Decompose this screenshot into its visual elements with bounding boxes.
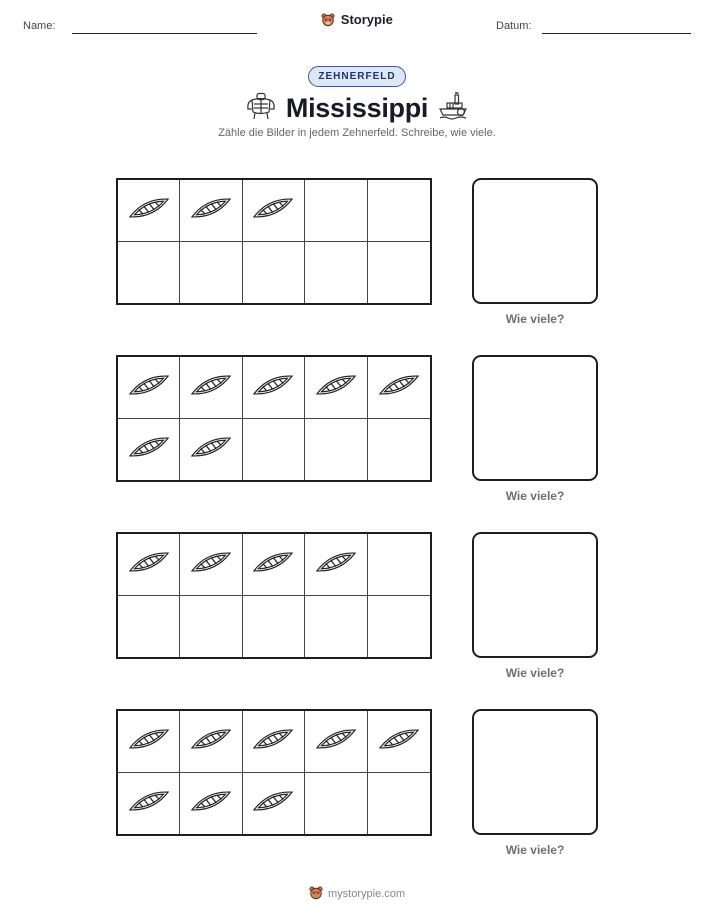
ten-frame xyxy=(116,532,432,659)
ten-frame-cell xyxy=(368,242,430,304)
canoe-icon xyxy=(249,544,297,585)
ten-frame-cell xyxy=(368,180,430,242)
answer-box[interactable] xyxy=(472,532,598,658)
ten-frame-cell xyxy=(243,180,305,242)
brand-name: Storypie xyxy=(340,12,393,27)
bear-mascot-icon xyxy=(321,13,335,30)
canoe-icon xyxy=(187,429,235,470)
canoe-icon xyxy=(125,721,173,762)
canoe-icon xyxy=(125,783,173,824)
canoe-icon xyxy=(375,721,423,762)
ten-frame-cell xyxy=(305,419,367,481)
ten-frame-cell xyxy=(368,596,430,658)
canoe-icon xyxy=(125,544,173,585)
ten-frame-cell xyxy=(243,711,305,773)
ten-frame-cell xyxy=(305,773,367,835)
ten-frame-cell xyxy=(243,596,305,658)
ten-frame-cell xyxy=(180,534,242,596)
ten-frame-cell xyxy=(305,357,367,419)
ten-frame-cell xyxy=(243,242,305,304)
steamboat-icon xyxy=(438,92,468,125)
ten-frame-cell xyxy=(368,357,430,419)
ten-frame-cell xyxy=(180,711,242,773)
ten-frame-cell xyxy=(118,357,180,419)
canoe-icon xyxy=(249,783,297,824)
badge-wrap xyxy=(0,66,714,87)
ten-frame xyxy=(116,709,432,836)
canoe-icon xyxy=(312,367,360,408)
answer-box[interactable] xyxy=(472,355,598,481)
canoe-icon xyxy=(125,190,173,231)
footer-bear-icon xyxy=(309,886,323,903)
ten-frame-cell xyxy=(368,711,430,773)
ten-frame-cell xyxy=(243,419,305,481)
ten-frame-cell xyxy=(118,180,180,242)
date-line[interactable] xyxy=(542,33,691,34)
ten-frame-cell xyxy=(305,711,367,773)
ten-frame-cell xyxy=(368,773,430,835)
how-many-label: Wie viele? xyxy=(505,312,565,326)
ten-frame xyxy=(116,355,432,482)
worksheet-type-badge: ZEHNERFELD xyxy=(308,66,405,87)
how-many-label: Wie viele? xyxy=(505,489,565,503)
ten-frame-cell xyxy=(243,773,305,835)
ten-frame-cell xyxy=(243,534,305,596)
how-many-label: Wie viele? xyxy=(505,843,565,857)
ten-frame-cell xyxy=(118,242,180,304)
ten-frame xyxy=(116,178,432,305)
canoe-icon xyxy=(312,544,360,585)
canoe-icon xyxy=(187,783,235,824)
brand-logo xyxy=(0,12,714,30)
date-label: Datum: xyxy=(496,20,532,32)
ten-frame-cell xyxy=(305,180,367,242)
how-many-label: Wie viele? xyxy=(505,666,565,680)
ten-frame-cell xyxy=(180,773,242,835)
canoe-icon xyxy=(312,721,360,762)
title-row xyxy=(0,90,714,126)
instructions: Zähle die Bilder in jedem Zehnerfeld. Schreibe, wie viele. xyxy=(218,127,496,139)
footer-url[interactable]: mystorypie.com xyxy=(328,888,406,900)
canoe-icon xyxy=(187,544,235,585)
ten-frame-cell xyxy=(180,596,242,658)
ten-frame-cell xyxy=(180,242,242,304)
armor-icon xyxy=(246,92,276,125)
name-label: Name: xyxy=(23,20,56,32)
canoe-icon xyxy=(187,367,235,408)
name-line[interactable] xyxy=(72,33,257,34)
ten-frame-cell xyxy=(368,419,430,481)
ten-frame-cell xyxy=(118,711,180,773)
ten-frame-cell xyxy=(305,534,367,596)
ten-frame-cell xyxy=(305,242,367,304)
canoe-icon xyxy=(375,367,423,408)
ten-frame-cell xyxy=(368,534,430,596)
ten-frame-cell xyxy=(118,596,180,658)
ten-frame-cell xyxy=(180,419,242,481)
footer xyxy=(0,886,714,903)
ten-frame-cell xyxy=(118,534,180,596)
canoe-icon xyxy=(187,190,235,231)
canoe-icon xyxy=(125,367,173,408)
ten-frame-cell xyxy=(180,180,242,242)
answer-box[interactable] xyxy=(472,178,598,304)
page-title: Mississippi xyxy=(285,92,429,123)
date-field xyxy=(496,20,531,32)
canoe-icon xyxy=(249,190,297,231)
ten-frame-cell xyxy=(118,419,180,481)
answer-box[interactable] xyxy=(472,709,598,835)
ten-frame-cell xyxy=(180,357,242,419)
ten-frame-cell xyxy=(305,596,367,658)
ten-frame-cell xyxy=(243,357,305,419)
canoe-icon xyxy=(249,367,297,408)
ten-frame-cell xyxy=(118,773,180,835)
canoe-icon xyxy=(125,429,173,470)
canoe-icon xyxy=(187,721,235,762)
canoe-icon xyxy=(249,721,297,762)
